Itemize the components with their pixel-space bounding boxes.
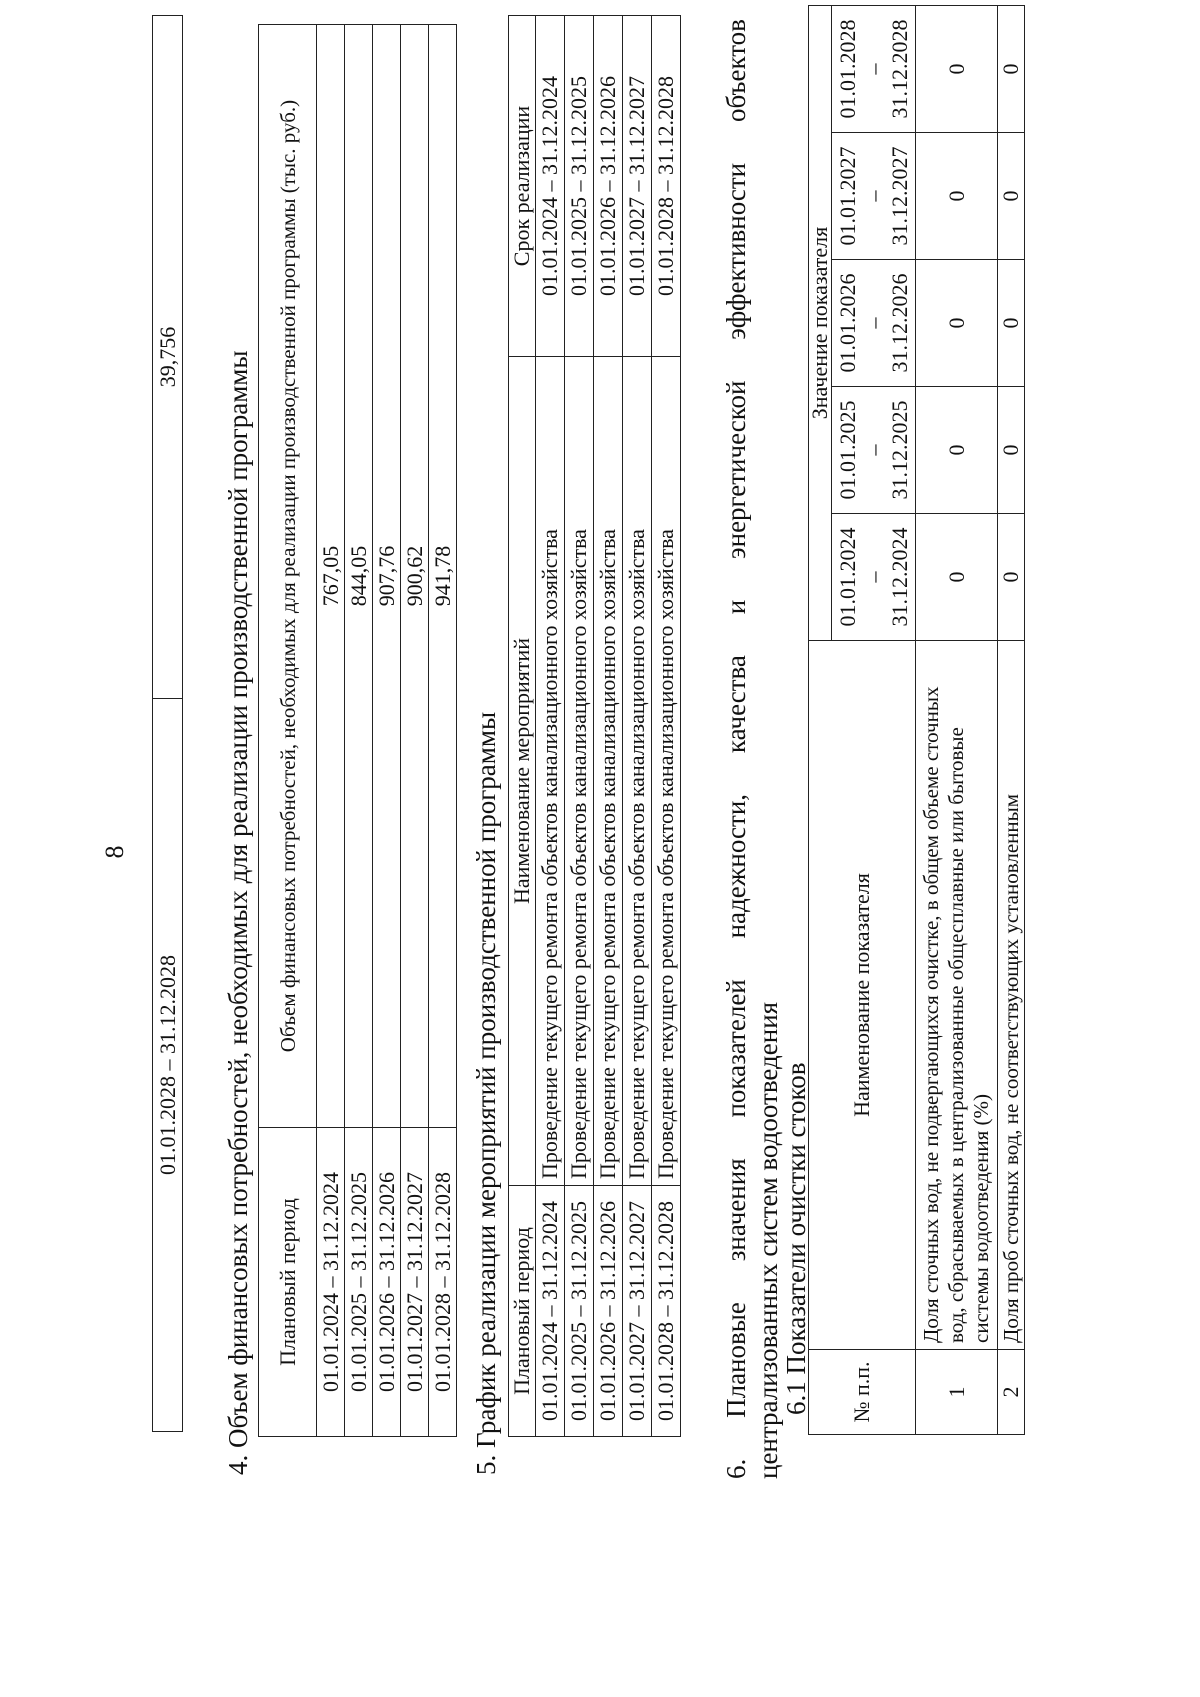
value-cell: 0 bbox=[998, 387, 1025, 514]
schedule-table bbox=[508, 15, 681, 1437]
table-row bbox=[652, 16, 681, 1437]
table-row bbox=[998, 6, 1025, 1435]
value-cell: 941,78 bbox=[429, 25, 457, 1128]
title-word: значения bbox=[721, 1158, 751, 1262]
title-word: Плановые bbox=[721, 1302, 751, 1418]
table-row bbox=[345, 25, 373, 1437]
table-row bbox=[594, 16, 623, 1437]
table-header-row bbox=[509, 16, 536, 1437]
period-from: 01.01.2025 bbox=[834, 400, 860, 500]
period-cell: 01.01.2024 – 31.12.2024 bbox=[317, 1128, 345, 1437]
indicator-name: Доля проб сточных вод, не соответствующих установленным bbox=[998, 641, 1025, 1350]
value-cell: 39,756 bbox=[153, 16, 183, 699]
period-to: 31.12.2027 bbox=[886, 146, 912, 246]
table-row bbox=[401, 25, 429, 1437]
table-row bbox=[429, 25, 457, 1437]
header-value: Значение показателя bbox=[809, 6, 832, 641]
section-5-title: 5. График реализации мероприятий производственной программы bbox=[471, 711, 501, 1475]
title-word: качества bbox=[721, 655, 751, 754]
table-row bbox=[536, 16, 565, 1437]
header-num: № п.п. bbox=[809, 1350, 916, 1435]
period-cell: 01.01.2028 – 31.12.2028 bbox=[652, 1186, 681, 1437]
header-period: Плановый период bbox=[259, 1128, 317, 1437]
title-word: эффективности bbox=[721, 162, 751, 340]
period-header bbox=[832, 387, 916, 514]
period-cell: 01.01.2027 – 31.12.2027 bbox=[401, 1128, 429, 1437]
financial-needs-table bbox=[258, 24, 457, 1437]
value-cell: 0 bbox=[916, 260, 998, 387]
activity-cell: Проведение текущего ремонта объектов канализационного хозяйства bbox=[536, 357, 565, 1186]
header-name: Наименование показателя bbox=[809, 641, 916, 1350]
period-to: 31.12.2025 bbox=[886, 400, 912, 500]
activity-cell: Проведение текущего ремонта объектов канализационного хозяйства bbox=[623, 357, 652, 1186]
indicators-table bbox=[808, 5, 1025, 1435]
value-cell: 0 bbox=[916, 514, 998, 641]
indicator-name: Доля сточных вод, не подвергающихся очистке, в общем объеме сточных вод, сбрасываемых в централизованные общесплавные или бытовые системы водоотведения (%) bbox=[916, 641, 998, 1350]
table-header-row bbox=[259, 25, 317, 1437]
title-word: 6. bbox=[721, 1458, 751, 1479]
table-row bbox=[317, 25, 345, 1437]
period-cell: 01.01.2027 – 31.12.2027 bbox=[623, 1186, 652, 1437]
period-dash: – bbox=[860, 190, 886, 202]
title-word: надежности, bbox=[721, 793, 751, 939]
activity-cell: Проведение текущего ремонта объектов канализационного хозяйства bbox=[565, 357, 594, 1186]
value-cell: 0 bbox=[916, 6, 998, 133]
period-from: 01.01.2028 bbox=[834, 19, 860, 119]
header-volume: Объем финансовых потребностей, необходимых для реализации производственной программы (тыс. руб.) bbox=[259, 25, 317, 1128]
table-row bbox=[916, 6, 998, 1435]
period-cell: 01.01.2024 – 31.12.2024 bbox=[536, 1186, 565, 1437]
section-6-1-subtitle: 6.1 Показатели очистки стоков bbox=[781, 1062, 811, 1415]
value-cell: 767,05 bbox=[317, 25, 345, 1128]
value-cell: 0 bbox=[998, 6, 1025, 133]
row-num: 2 bbox=[998, 1350, 1025, 1435]
period-dash: – bbox=[860, 317, 886, 329]
table-row bbox=[565, 16, 594, 1437]
row-num: 1 bbox=[916, 1350, 998, 1435]
period-from: 01.01.2024 bbox=[834, 527, 860, 627]
value-cell: 907,76 bbox=[373, 25, 401, 1128]
period-cell: 01.01.2026 – 31.12.2026 bbox=[594, 1186, 623, 1437]
period-header bbox=[832, 133, 916, 260]
header-name: Наименование мероприятий bbox=[509, 357, 536, 1186]
term-cell: 01.01.2027 – 31.12.2027 bbox=[623, 16, 652, 357]
period-cell: 01.01.2025 – 31.12.2025 bbox=[345, 1128, 373, 1437]
header-period: Плановый период bbox=[509, 1186, 536, 1437]
header-term: Срок реализации bbox=[509, 16, 536, 357]
period-to: 31.12.2026 bbox=[886, 273, 912, 373]
table-row bbox=[373, 25, 401, 1437]
value-cell: 900,62 bbox=[401, 25, 429, 1128]
period-to: 31.12.2028 bbox=[886, 19, 912, 119]
period-dash: – bbox=[860, 444, 886, 456]
title-word: и bbox=[721, 599, 751, 615]
title-word: объектов bbox=[721, 19, 751, 123]
value-cell: 0 bbox=[998, 514, 1025, 641]
period-cell: 01.01.2025 – 31.12.2025 bbox=[565, 1186, 594, 1437]
title-word: показателей bbox=[721, 979, 751, 1118]
value-cell: 0 bbox=[998, 133, 1025, 260]
value-cell: 0 bbox=[998, 260, 1025, 387]
section-6-title-line2: централизованных систем водоотведения bbox=[753, 1001, 783, 1479]
period-header bbox=[832, 260, 916, 387]
activity-cell: Проведение текущего ремонта объектов канализационного хозяйства bbox=[652, 357, 681, 1186]
value-cell: 0 bbox=[916, 133, 998, 260]
period-dash: – bbox=[860, 63, 886, 75]
period-dash: – bbox=[860, 571, 886, 583]
period-cell: 01.01.2028 – 31.12.2028 bbox=[429, 1128, 457, 1437]
term-cell: 01.01.2026 – 31.12.2026 bbox=[594, 16, 623, 357]
term-cell: 01.01.2024 – 31.12.2024 bbox=[536, 16, 565, 357]
table-row bbox=[623, 16, 652, 1437]
section-4-title: 4. Объем финансовых потребностей, необходимых для реализации производственной программы bbox=[223, 350, 253, 1475]
title-word: энергетической bbox=[721, 380, 751, 559]
activity-cell: Проведение текущего ремонта объектов канализационного хозяйства bbox=[594, 357, 623, 1186]
page-number: 8 bbox=[100, 845, 129, 859]
term-cell: 01.01.2028 – 31.12.2028 bbox=[652, 16, 681, 357]
top-table bbox=[152, 15, 183, 1432]
section-6-title bbox=[720, 19, 752, 1479]
period-header bbox=[832, 6, 916, 133]
value-cell: 0 bbox=[916, 387, 998, 514]
period-from: 01.01.2026 bbox=[834, 273, 860, 373]
period-from: 01.01.2027 bbox=[834, 146, 860, 246]
period-header bbox=[832, 514, 916, 641]
value-cell: 844,05 bbox=[345, 25, 373, 1128]
period-to: 31.12.2024 bbox=[886, 527, 912, 627]
table-row bbox=[153, 16, 183, 1432]
period-cell: 01.01.2026 – 31.12.2026 bbox=[373, 1128, 401, 1437]
table-header-row bbox=[809, 6, 832, 1435]
term-cell: 01.01.2025 – 31.12.2025 bbox=[565, 16, 594, 357]
period-cell: 01.01.2028 – 31.12.2028 bbox=[153, 699, 183, 1432]
